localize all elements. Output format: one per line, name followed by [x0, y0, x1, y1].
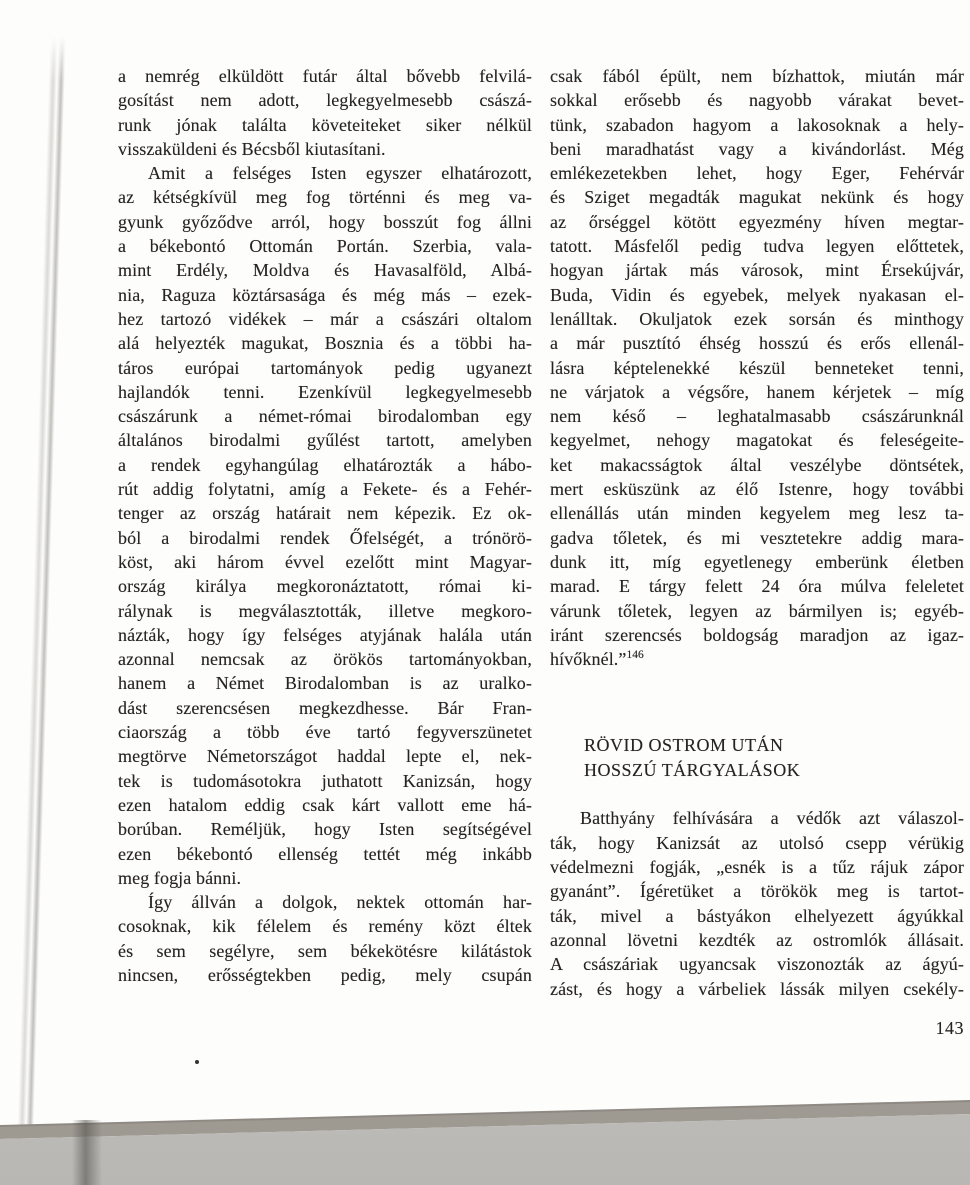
text-line: názták, hogy így felséges atyjának halála után — [118, 624, 532, 645]
text-line: ne várjatok a végsőre, hanem kérjetek – míg — [550, 381, 964, 402]
text-line: ezen békebontó ellenség tettét még inkább — [118, 843, 532, 864]
text-line: runk jónak találta követeiteket siker nélkül — [118, 114, 532, 135]
text-line: mint Erdély, Moldva és Havasalföld, Albá- — [118, 260, 532, 281]
text-line: tünk, szabadon hagyom a lakosoknak a hely- — [550, 114, 964, 135]
text-line: meg fogja bánni. — [118, 867, 242, 888]
text-line: hanem a Német Birodalomban is az uralko- — [118, 673, 532, 694]
text-line: várunk tőletek, legyen az bármilyen is; egyéb- — [550, 600, 964, 621]
text-line: rút addig folytatni, amíg a Fekete- és a Fehér- — [118, 479, 532, 500]
text-line: Így állván a dolgok, nektek ottomán har- — [148, 892, 532, 913]
text-line: ezen hatalom eddig csak kárt vallott eme há- — [118, 794, 532, 815]
text-line: ciaország a több éve tartó fegyverszünetet — [118, 722, 532, 743]
text-line: dást szerencsésen megkezdhesse. Bár Fran- — [118, 697, 532, 718]
stray-ink-dot — [195, 1060, 199, 1064]
text-line: és Sziget megadták magukat nekünk és hogy — [550, 187, 964, 208]
section-body — [550, 806, 964, 1000]
text-line: hívőknél.”$^{146}$ — [550, 649, 644, 670]
text-line: hez tartozó vidékek – már a császári oltalom — [118, 308, 532, 329]
text-line: borúban. Reméljük, hogy Isten segítségével — [118, 819, 532, 840]
text-line: csak fából épült, nem bízhattok, miután már — [550, 66, 964, 86]
text-line: ket makacsságtok által veszélybe döntsétek, — [550, 454, 964, 475]
gutter-bottom-shadow — [72, 1120, 102, 1185]
text-line: védelmezni fogják, „esnék is a tűz rájuk zápor — [550, 857, 964, 878]
text-line: ország királya megkoronáztatott, római ki- — [118, 576, 532, 597]
text-line: ellenállás után minden kegyelem meg lesz ta- — [550, 503, 964, 524]
text-line: cosoknak, kik félelem és remény közt éltek — [118, 916, 532, 937]
paragraph — [118, 64, 532, 161]
text-column-left — [118, 64, 532, 987]
text-line: dunk itt, míg egyetlenegy emberünk életben — [550, 551, 964, 572]
section-heading-line: RÖVID OSTROM UTÁN — [584, 735, 784, 756]
text-line: rálynak is megválasztották, illetve megkoro- — [118, 600, 532, 621]
paragraph — [118, 890, 532, 987]
text-line: iránt szerencsés boldogság maradjon az igaz- — [550, 624, 964, 645]
text-line: zást, és hogy a várbeliek lássák milyen csekély- — [550, 978, 964, 999]
text-line: megtörve Németországot haddal lepte el, nek- — [118, 746, 532, 767]
text-line: azonnal nemcsak az örökös tartományokban, — [118, 649, 532, 670]
text-line: nia, Raguza köztársasága és még más – ezek- — [118, 284, 532, 305]
text-line: gosítást nem adott, legkegyelmesebb császá- — [118, 90, 532, 111]
text-line: kegyelmet, nehogy magatokat és feleségeite- — [550, 430, 964, 451]
text-line: hogyan jártak más városok, mint Érsekújvár, — [550, 260, 964, 281]
text-line: visszaküldeni és Bécsből kiutasítani. — [118, 138, 386, 159]
text-line: Amit a felséges Isten egyszer elhatározott, — [148, 163, 532, 184]
text-line: gadva tőletek, és mi vesztetekre addig mara- — [550, 527, 964, 548]
text-line: nem késő – leghatalmasabb császárunknál — [550, 406, 964, 427]
text-line: azonnal lövetni kezdték az ostromlók állásait. — [550, 929, 964, 950]
text-line: és sem segélyre, sem békekötésre kilátástok — [118, 940, 532, 961]
text-line: a békebontó Ottomán Portán. Szerbia, vala- — [118, 236, 532, 257]
text-line: a rendek egyhangúlag elhatározták a hábo- — [118, 454, 532, 475]
text-line: hajlandók tenni. Ezenkívül legkegyelmesebb — [118, 381, 532, 402]
text-line: mert esküszünk az élő Istenre, hogy további — [550, 479, 964, 500]
letter-text-continuation — [550, 64, 964, 671]
text-line: nincsen, erősségtekben pedig, mely csupán — [118, 964, 532, 985]
text-line: A császáriak ugyancsak viszonozták az ágyú- — [550, 954, 964, 975]
text-line: ták, mivel a bástyákon elhelyezett ágyúkkal — [550, 905, 964, 926]
text-line: ták, hogy Kanizsát az utolsó csepp vérükig — [550, 832, 964, 853]
section-heading — [550, 733, 964, 782]
text-line: beni maradhatást vagy a kivándorlást. Még — [550, 138, 964, 159]
text-line: Buda, Vidin és egyebek, melyek nyakasan el- — [550, 284, 964, 305]
text-line: köst, aki három évvel ezelőtt mint Magyar- — [118, 551, 532, 572]
text-line: lenálltak. Okuljatok ezek sorsán és minthogy — [550, 308, 964, 329]
text-line: tatott. Másfelől pedig tudva legyen előttetek, — [550, 236, 964, 257]
text-line: táros európai tartományok pedig ugyanezt — [118, 357, 532, 378]
text-line: a már pusztító éhség hosszú és erős ellenál- — [550, 333, 964, 354]
text-line: emlékezetekben lehet, hogy Eger, Fehérvár — [550, 163, 964, 184]
text-line: a nemrég elküldött futár által bővebb felvilá- — [118, 66, 532, 86]
text-line: alá helyezték magukat, Bosznia és a többi ha- — [118, 333, 532, 354]
paragraph — [118, 161, 532, 890]
text-line: általános birodalmi gyűlést tartott, amelyben — [118, 430, 532, 451]
paragraph — [550, 806, 964, 1000]
page-number: 143 — [935, 1018, 964, 1038]
binding-crease — [17, 36, 66, 1134]
text-line: lásra képtelenekké készül benneteket tenni, — [550, 357, 964, 378]
section-heading-line: HOSSZÚ TÁRGYALÁSOK — [584, 759, 801, 780]
paragraph — [550, 64, 964, 671]
footnote-reference: 146 — [626, 649, 644, 662]
text-line: tek is tudomásotokra juthatott Kanizsán, hogy — [118, 770, 532, 791]
text-line: tenger az ország határait nem képezik. Ez ok- — [118, 503, 532, 524]
text-line: ból a birodalmi rendek Őfelségét, a trónörö- — [118, 527, 532, 548]
text-line: az őrséggel kötött egyezmény híven megtar- — [550, 211, 964, 232]
text-line: gyanánt”. Ígéretüket a törökök meg is tartot- — [550, 881, 964, 902]
text-line: Batthyány felhívására a védők azt válaszol- — [580, 808, 964, 829]
text-line: marad. E tárgy felett 24 óra múlva feleletet — [550, 576, 964, 597]
text-line: sokkal erősebb és nagyobb várakat bevet- — [550, 90, 964, 111]
text-column-right — [550, 64, 964, 1001]
text-line: császárunk a német-római birodalomban egy — [118, 406, 532, 427]
text-line: gyunk győződve arról, hogy bosszút fog állni — [118, 211, 532, 232]
text-line: az kétségkívül meg fog történni és meg va- — [118, 187, 532, 208]
